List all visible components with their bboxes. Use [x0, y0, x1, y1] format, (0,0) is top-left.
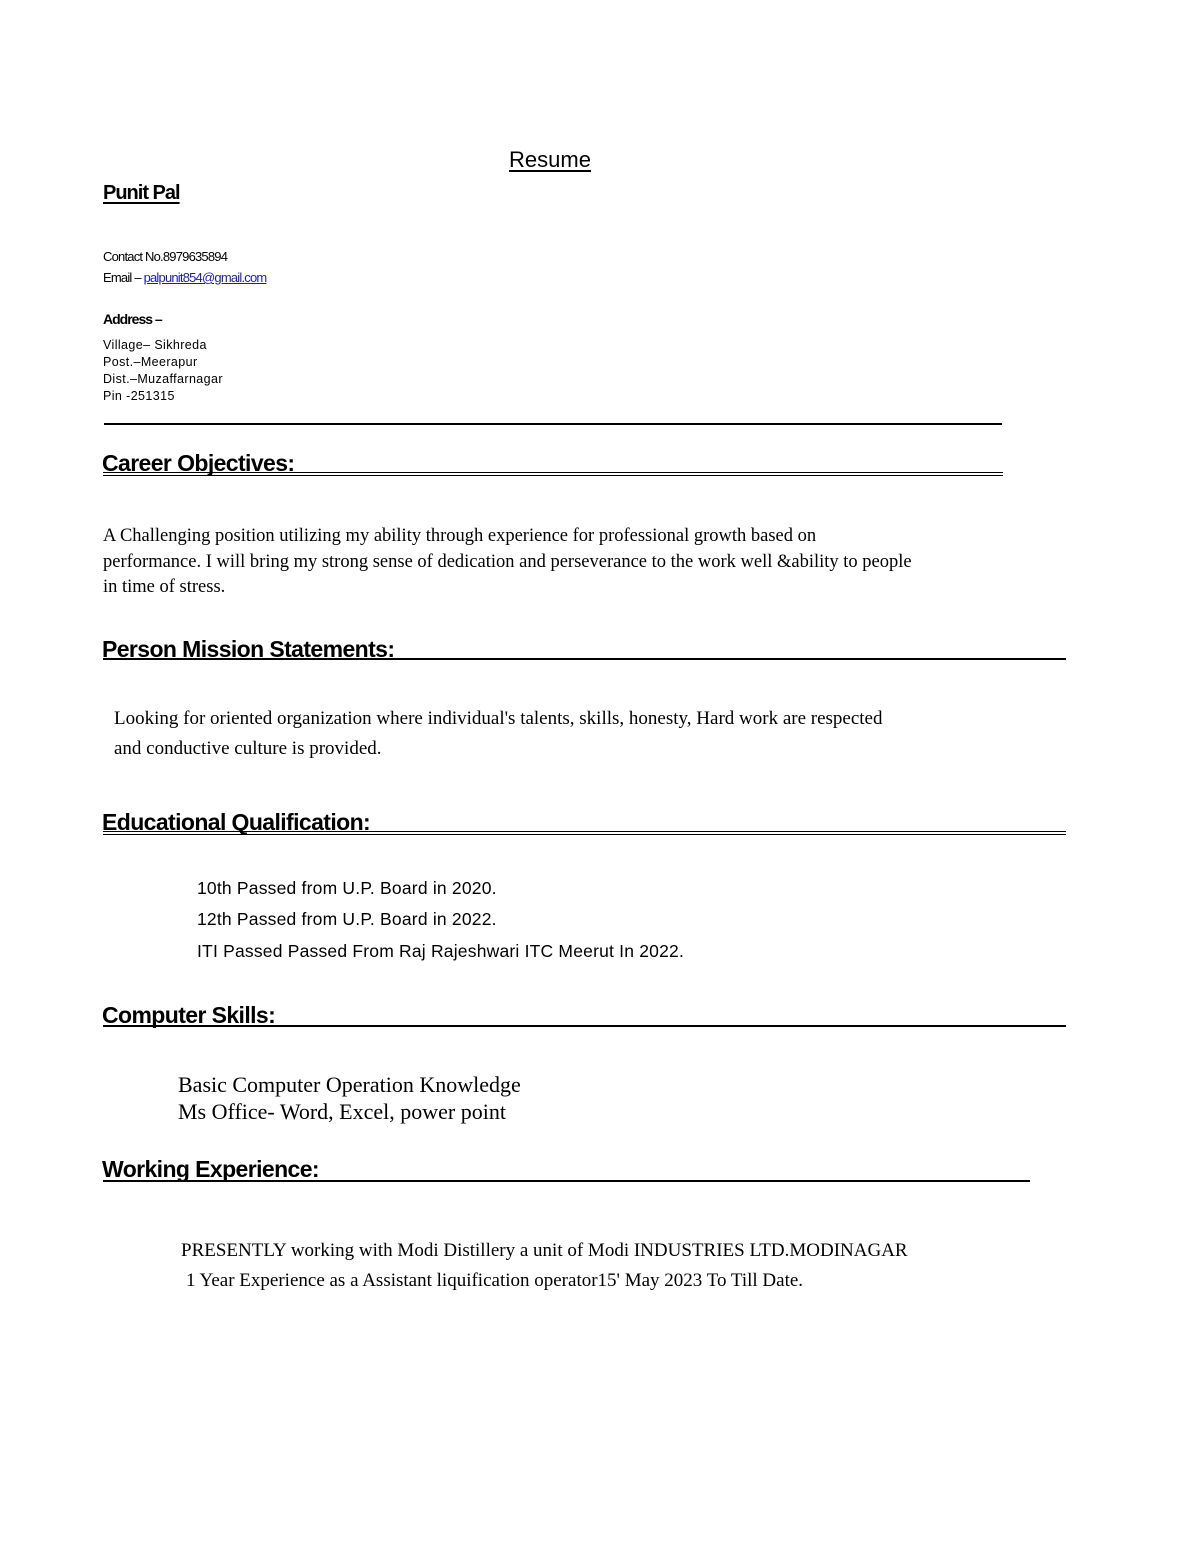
- career-objectives-text: [103, 524, 1093, 601]
- working-experience-heading: Working Experience:: [102, 1156, 319, 1182]
- mission-heading: Person Mission Statements:: [102, 636, 395, 662]
- document-title: Resume: [509, 147, 591, 172]
- email-link[interactable]: palpunit854@gmail.com: [143, 270, 267, 285]
- candidate-name: Punit Pal: [103, 182, 180, 204]
- skill-item: Ms Office- Word, Excel, power point: [178, 1099, 506, 1124]
- contact-email-line: [103, 270, 266, 285]
- paragraph-line: in time of stress.: [103, 577, 226, 597]
- education-item: 12th Passed from U.P. Board in 2022.: [197, 909, 497, 929]
- address-line: Dist.–Muzaffarnagar: [103, 372, 223, 386]
- education-item: ITI Passed Passed From Raj Rajeshwari ITC Meerut In 2022.: [197, 941, 685, 961]
- experience-item: PRESENTLY working with Modi Distillery a unit of Modi INDUSTRIES LTD.MODINAGAR: [181, 1240, 908, 1261]
- skill-item: Basic Computer Operation Knowledge: [178, 1072, 521, 1097]
- section-underline: [103, 658, 1066, 660]
- contact-phone: Contact No.8979635894: [103, 249, 228, 264]
- section-underline: [103, 831, 1066, 832]
- education-item: 10th Passed from U.P. Board in 2020.: [197, 878, 497, 898]
- address-line: Pin -251315: [103, 389, 175, 403]
- paragraph-line: Looking for oriented organization where individual's talents, skills, honesty, Hard work are respected: [114, 708, 883, 729]
- education-heading: Educational Qualification:: [102, 809, 371, 835]
- address-heading: Address –: [103, 311, 162, 327]
- mission-text: [114, 704, 1074, 764]
- paragraph-line: performance. I will bring my strong sense of dedication and perseverance to the work well &ability to people: [103, 551, 912, 572]
- section-underline: [103, 472, 1003, 473]
- section-underline: [103, 1180, 1030, 1182]
- career-objectives-heading: Career Objectives:: [102, 450, 295, 476]
- header-divider: [104, 423, 1002, 425]
- email-label: Email –: [103, 270, 141, 285]
- section-underline: [103, 834, 1066, 835]
- section-underline: [103, 1025, 1066, 1027]
- experience-item: 1 Year Experience as a Assistant liquification operator15' May 2023 To Till Date.: [186, 1270, 804, 1291]
- section-underline: [103, 475, 1003, 476]
- paragraph-line: and conductive culture is provided.: [114, 738, 382, 759]
- paragraph-line: A Challenging position utilizing my ability through experience for professional growth based on: [103, 526, 817, 546]
- address-line: Village– Sikhreda: [103, 338, 207, 352]
- address-line: Post.–Meerapur: [103, 355, 198, 369]
- computer-skills-heading: Computer Skills:: [102, 1002, 276, 1028]
